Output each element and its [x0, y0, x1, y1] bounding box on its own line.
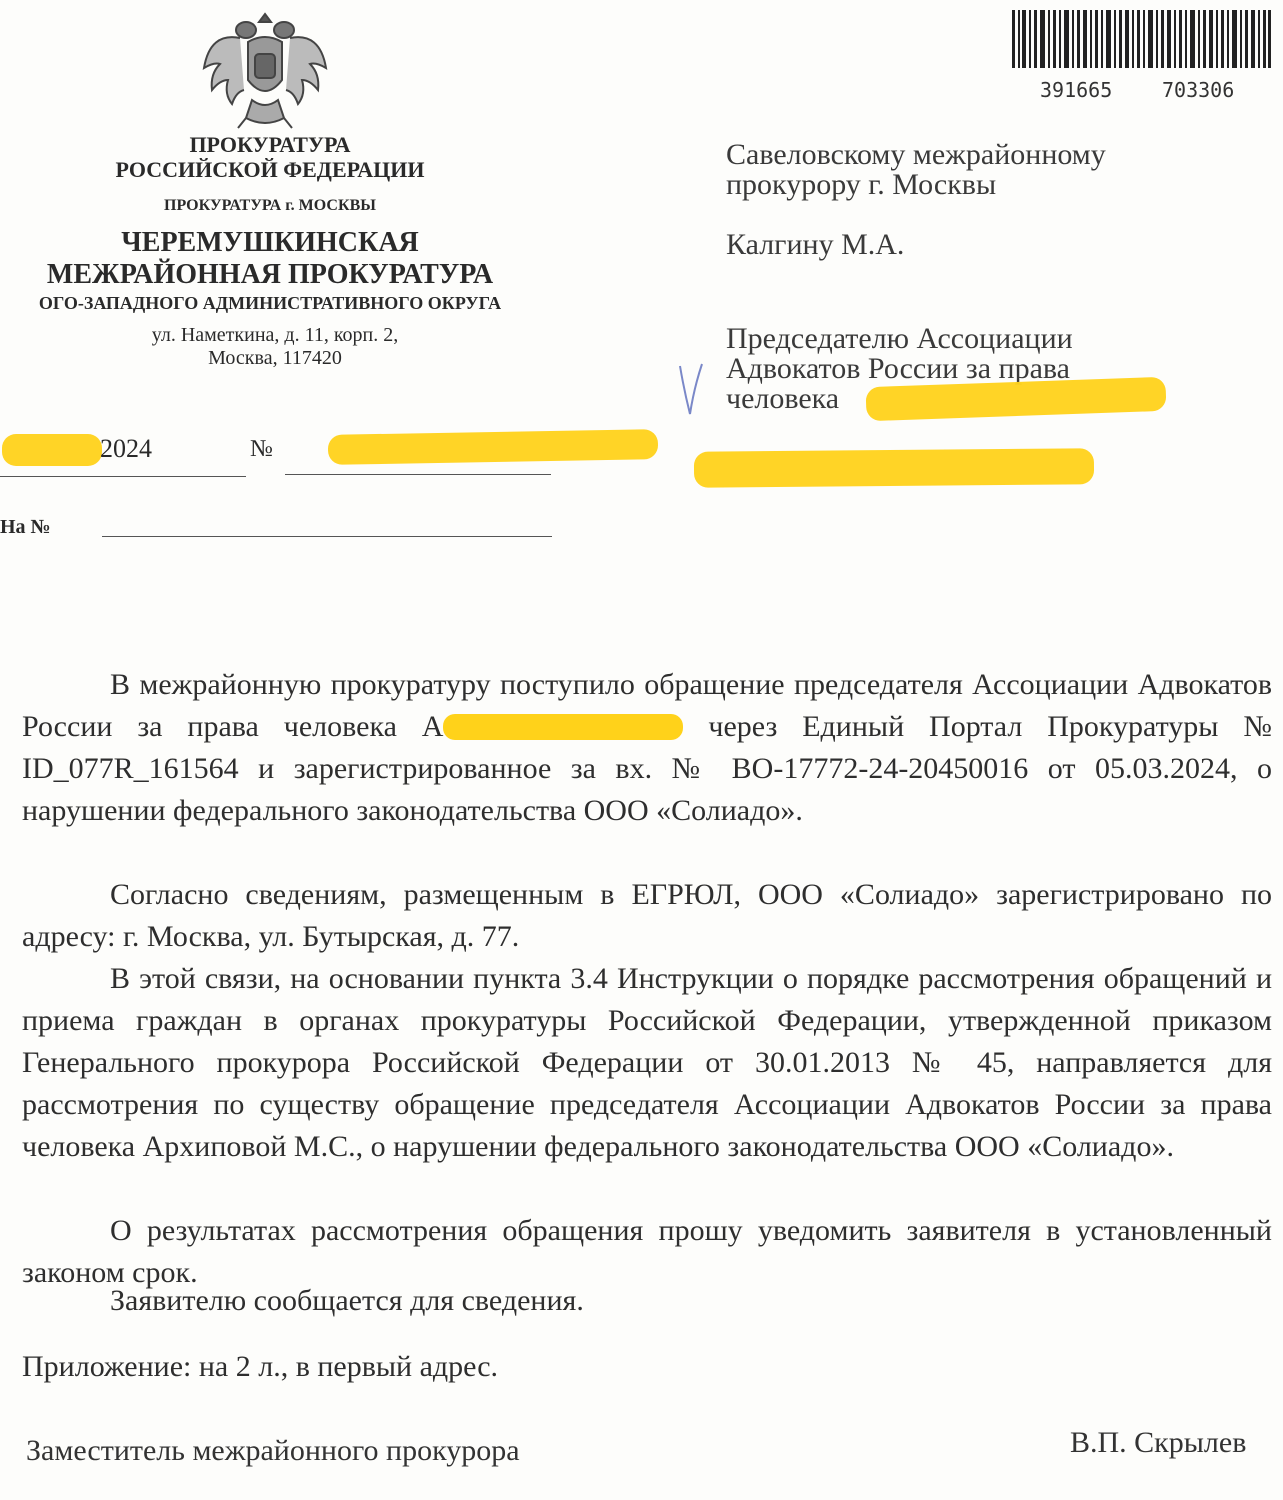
header-address-city: Москва, 117420	[208, 347, 342, 370]
header-line-federation: РОССИЙСКОЙ ФЕДЕРАЦИИ	[115, 157, 425, 183]
paragraph-5: Заявителю сообщается для сведения.	[110, 1284, 584, 1317]
date-underline	[0, 476, 246, 477]
barcode	[1012, 10, 1272, 78]
redaction-applicant-name	[443, 714, 683, 740]
header-line-interdistrict: МЕЖРАЙОННАЯ ПРОКУРАТУРА	[46, 259, 494, 291]
recipient-1-name: Калгину М.А.	[726, 228, 905, 261]
signature-position: Заместитель межрайонного прокурора	[26, 1434, 520, 1467]
number-sign: №	[250, 436, 273, 462]
coat-of-arms-emblem	[200, 8, 330, 132]
attachment-note: Приложение: на 2 л., в первый адрес.	[22, 1350, 499, 1383]
header-line-district: ОГО-ЗАПАДНОГО АДМИНИСТРАТИВНОГО ОКРУГА	[38, 293, 502, 314]
recipient-1-line-2: прокурору г. Москвы	[726, 168, 997, 201]
paragraph-3: В этой связи, на основании пункта 3.4 Инструкции о порядке рассмотрения обращений и приема граждан в органах прокуратуры Российской Федерации, утвержденной приказом Генерального прокурора Российской Федерации от 30.01.2013 № 45, направляется для рассмотрения по существу обращение председателя Ассоциации Адвокатов России за права человека Архиповой М.С., о нарушении федерального законодательства ООО «Солиадо».	[22, 962, 1272, 1163]
paragraph-1-part-b: через Единый Портал Прокуратуры № ID_077R_161564 и зарегистрированное за вх. № ВО-17772-24-20450016 от 05.03.2024, о нарушении федерального законодательства ООО «Солиадо».	[22, 710, 1272, 827]
barcode-number-left: 391665	[1040, 78, 1113, 102]
reply-to-label: На №	[0, 516, 51, 538]
header-line-cheremushkinskaya: ЧЕРЕМУШКИНСКАЯ	[121, 226, 419, 258]
org-header	[0, 132, 540, 370]
recipient-1	[726, 140, 1266, 260]
redaction-outgoing-number	[328, 429, 658, 465]
paragraph-4: О результатах рассмотрения обращения прошу уведомить заявителя в установленный законом срок.	[22, 1214, 1272, 1289]
redaction-date	[2, 434, 102, 466]
header-line-prosecutor: ПРОКУРАТУРА	[189, 132, 351, 157]
redaction-recipient-email	[694, 448, 1094, 487]
recipient-2-line-1: Председателю Ассоциации	[726, 322, 1073, 355]
date-year: 2024	[100, 434, 152, 463]
paragraph-2: Согласно сведениям, размещенным в ЕГРЮЛ, ООО «Солиадо» зарегистрировано по адресу: г. Москва, ул. Бутырская, д. 77.	[22, 878, 1272, 953]
number-underline	[285, 474, 551, 475]
paragraph-1	[22, 664, 1272, 832]
signature-name: В.П. Скрылев	[1070, 1426, 1247, 1459]
barcode-number-right: 703306	[1162, 78, 1235, 102]
recipient-2-line-3: человека	[726, 382, 840, 415]
check-mark-icon	[676, 362, 706, 418]
recipient-2-line-2: Адвокатов России за права	[726, 352, 1070, 385]
reply-to-underline	[102, 536, 552, 537]
header-line-moscow: ПРОКУРАТУРА г. МОСКВЫ	[164, 196, 376, 214]
recipient-1-line-1: Савеловскому межрайонному	[726, 138, 1106, 171]
header-address-street: ул. Наметкина, д. 11, корп. 2,	[151, 324, 399, 347]
paragraph-1-part-a: В межрайонную прокуратуру поступило обращение председателя Ассоциации Адвокатов России за права человека А	[22, 668, 1272, 743]
